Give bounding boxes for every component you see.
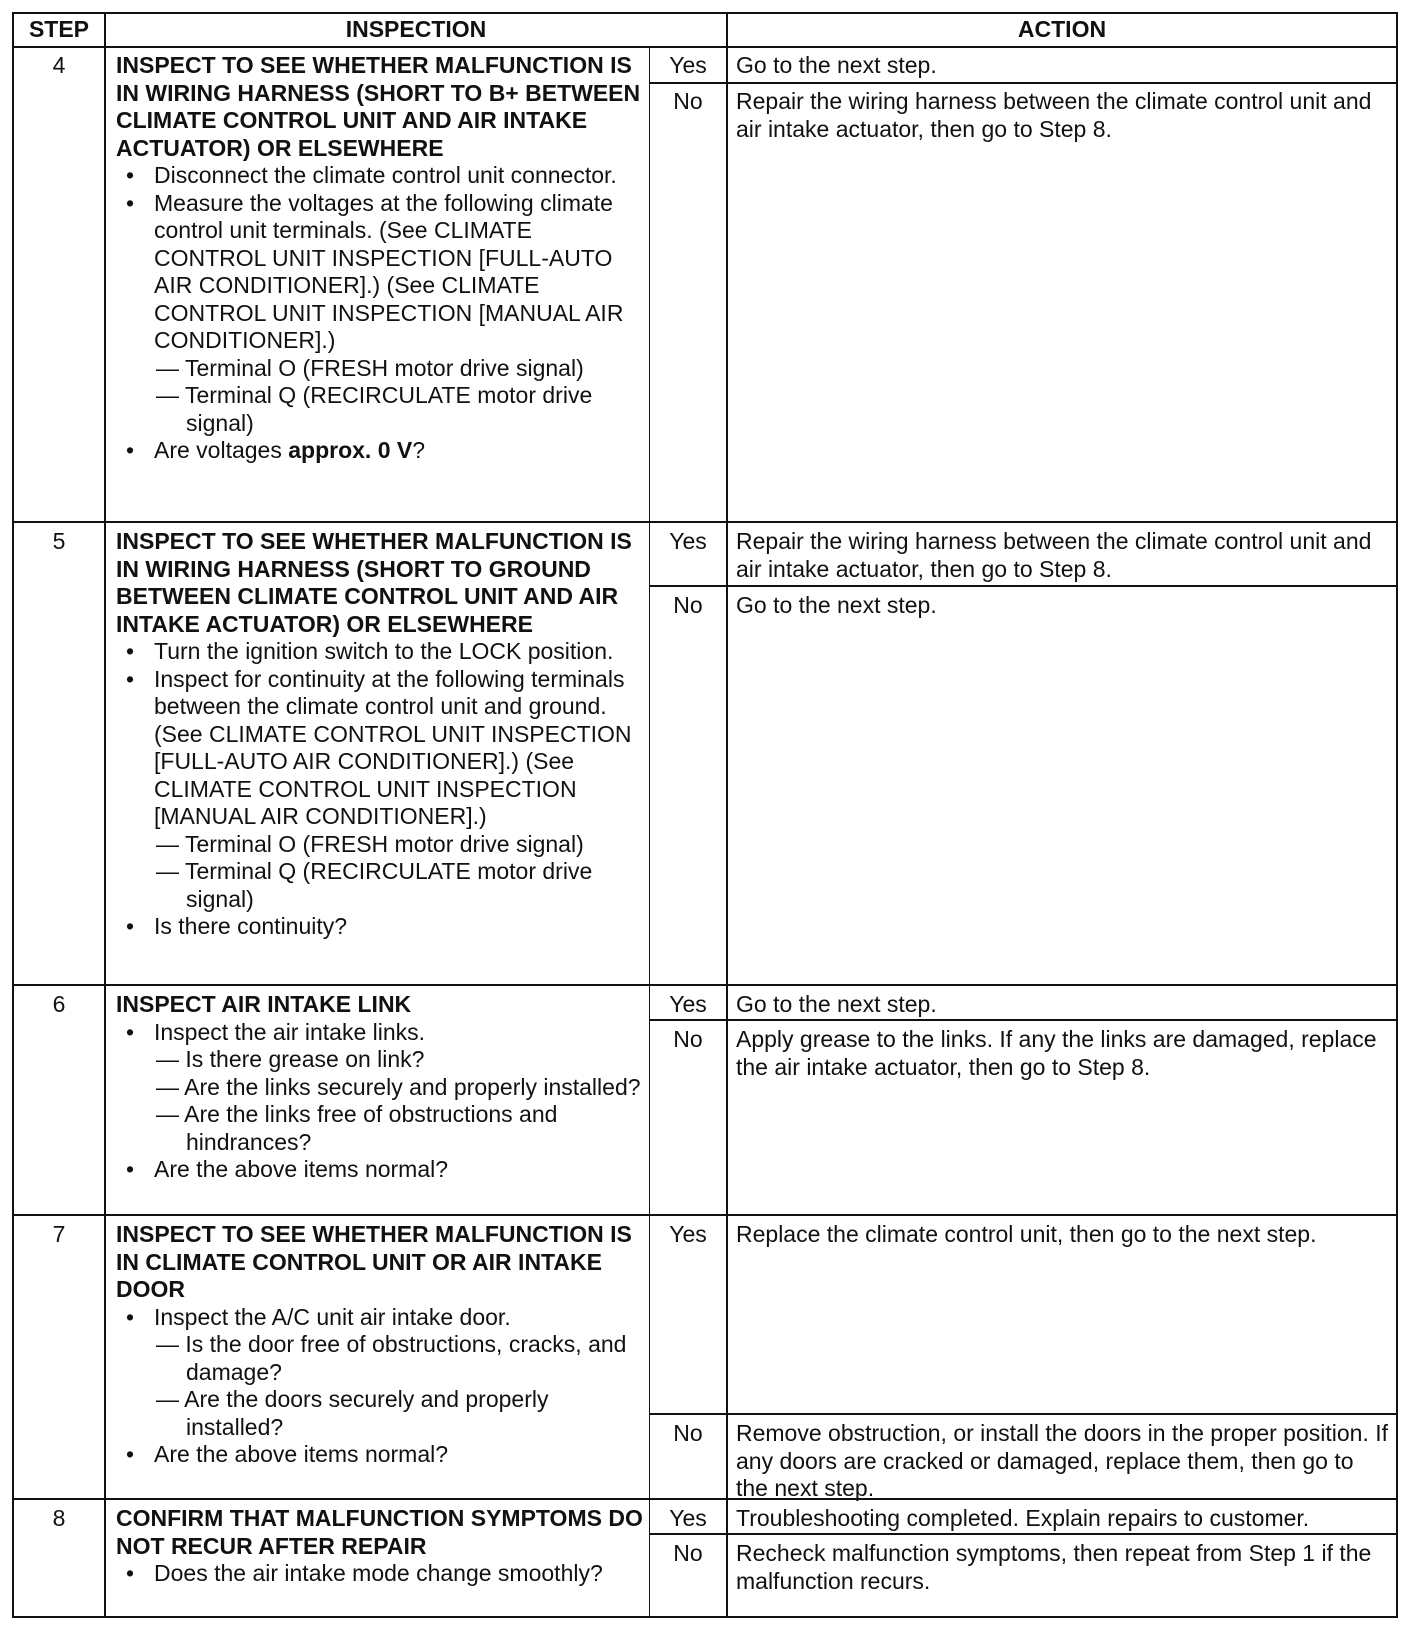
no-label: No: [673, 88, 703, 114]
dash-item: — Terminal O (FRESH motor drive signal): [156, 830, 584, 857]
yesno-rule-6: [650, 1019, 1398, 1021]
yes-action: Replace the climate control unit, then go to the next step.: [736, 1221, 1317, 1247]
bullet-item: • Inspect the air intake links.: [116, 1019, 648, 1047]
question-value: approx. 0 V: [288, 437, 413, 463]
no-label: No: [673, 592, 703, 618]
header-step: STEP: [28, 16, 90, 42]
table-border-left: [12, 12, 14, 1618]
yes-label: Yes: [669, 1221, 707, 1247]
no-label: No: [673, 1026, 703, 1052]
step-number: 5: [52, 528, 66, 554]
header-rule: [12, 46, 1398, 48]
question-end: ?: [412, 437, 426, 463]
no-label: No: [673, 1540, 703, 1566]
question-item: • Are the above items normal?: [116, 1156, 648, 1184]
yes-label: Yes: [669, 1505, 707, 1531]
bullet-item: • Inspect for continuity at the following terminals between the climate control unit and ground. (See CLIMATE CONTROL UNIT INSPECTION [FULL-AUTO AIR CONDITIONER].) (See CLIMATE CONTROL UNIT INSPECTION [MANUAL AIR CONDITIONER].): [116, 666, 648, 831]
dash-item: — Terminal O (FRESH motor drive signal): [156, 354, 584, 381]
table-border-bottom: [12, 1616, 1398, 1618]
col-rule-step: [104, 12, 106, 1618]
bullet-item: • Disconnect the climate control unit connector.: [116, 162, 648, 190]
bullet-item: • Inspect the A/C unit air intake door.: [116, 1304, 648, 1332]
question-item: • Are the above items normal?: [116, 1441, 648, 1469]
yes-label: Yes: [669, 991, 707, 1017]
no-action: Apply grease to the links. If any the links are damaged, replace the air intake actuator, then go to Step 8.: [736, 1026, 1377, 1080]
dash-item: — Is the door free of obstructions, cracks, and damage?: [156, 1331, 627, 1385]
step-number: 8: [52, 1505, 66, 1531]
inspection-title: INSPECT TO SEE WHETHER MALFUNCTION IS IN WIRING HARNESS (SHORT TO GROUND BETWEEN CLIMATE CONTROL UNIT AND AIR INTAKE ACTUATOR) OR ELSEWHERE: [116, 528, 632, 637]
yes-action: Go to the next step.: [736, 52, 937, 78]
question-text: Are voltages: [154, 437, 289, 463]
inspection-4: [116, 52, 648, 465]
row-rule-7: [12, 1214, 1398, 1216]
dash-item: — Are the doors securely and properly installed?: [156, 1386, 549, 1440]
question-item: [116, 437, 648, 465]
row-rule-6: [12, 984, 1398, 986]
inspection-8: [116, 1505, 648, 1588]
question-item: • Is there continuity?: [116, 913, 648, 941]
header-action: ACTION: [1017, 16, 1107, 42]
col-rule-yesno: [649, 47, 650, 1618]
inspection-7: [116, 1221, 648, 1469]
yesno-rule-5: [650, 585, 1398, 587]
no-label: No: [673, 1420, 703, 1446]
row-rule-5: [12, 521, 1398, 523]
bullet-item: • Measure the voltages at the following climate control unit terminals. (See CLIMATE CONTROL UNIT INSPECTION [FULL-AUTO AIR CONDITIONER].) (See CLIMATE CONTROL UNIT INSPECTION [MANUAL AIR CONDITIONER].): [116, 190, 648, 355]
yes-action: Go to the next step.: [736, 991, 937, 1017]
bullet-item: • Does the air intake mode change smoothly?: [116, 1560, 648, 1588]
yes-label: Yes: [669, 52, 707, 78]
inspection-title: INSPECT TO SEE WHETHER MALFUNCTION IS IN WIRING HARNESS (SHORT TO B+ BETWEEN CLIMATE CONTROL UNIT AND AIR INTAKE ACTUATOR) OR ELSEWHERE: [116, 52, 641, 161]
inspection-title: CONFIRM THAT MALFUNCTION SYMPTOMS DO NOT RECUR AFTER REPAIR: [116, 1505, 643, 1559]
bullet-item: • Turn the ignition switch to the LOCK position.: [116, 638, 648, 666]
table-border-right: [1396, 12, 1398, 1618]
dash-item: — Are the links free of obstructions and hindrances?: [156, 1101, 558, 1155]
inspection-title: INSPECT AIR INTAKE LINK: [116, 991, 412, 1017]
step-number: 6: [52, 991, 66, 1017]
step-number: 7: [52, 1221, 66, 1247]
yesno-rule-4: [650, 82, 1398, 84]
inspection-5: [116, 528, 648, 941]
troubleshooting-table: [12, 12, 1398, 1619]
no-action: Remove obstruction, or install the doors in the proper position. If any doors are cracked or damaged, replace them, then go to the next step.: [736, 1420, 1389, 1501]
yes-label: Yes: [669, 528, 707, 554]
no-action: Recheck malfunction symptoms, then repeat from Step 1 if the malfunction recurs.: [736, 1540, 1372, 1594]
yesno-rule-7: [650, 1413, 1398, 1415]
yes-action: Troubleshooting completed. Explain repairs to customer.: [736, 1505, 1310, 1531]
no-action: Repair the wiring harness between the climate control unit and air intake actuator, then go to Step 8.: [736, 88, 1372, 142]
step-number: 4: [52, 52, 66, 78]
header-inspection: INSPECTION: [345, 16, 487, 42]
yesno-rule-8: [650, 1533, 1398, 1535]
dash-item: — Terminal Q (RECIRCULATE motor drive signal): [156, 858, 593, 912]
inspection-title: INSPECT TO SEE WHETHER MALFUNCTION IS IN CLIMATE CONTROL UNIT OR AIR INTAKE DOOR: [116, 1221, 632, 1302]
inspection-6: [116, 991, 648, 1184]
col-rule-inspection: [726, 12, 728, 1618]
dash-item: — Are the links securely and properly installed?: [156, 1073, 641, 1100]
dash-item: — Terminal Q (RECIRCULATE motor drive signal): [156, 382, 593, 436]
no-action: Go to the next step.: [736, 592, 937, 618]
yes-action: Repair the wiring harness between the climate control unit and air intake actuator, then go to Step 8.: [736, 528, 1372, 582]
dash-item: — Is there grease on link?: [156, 1046, 425, 1072]
